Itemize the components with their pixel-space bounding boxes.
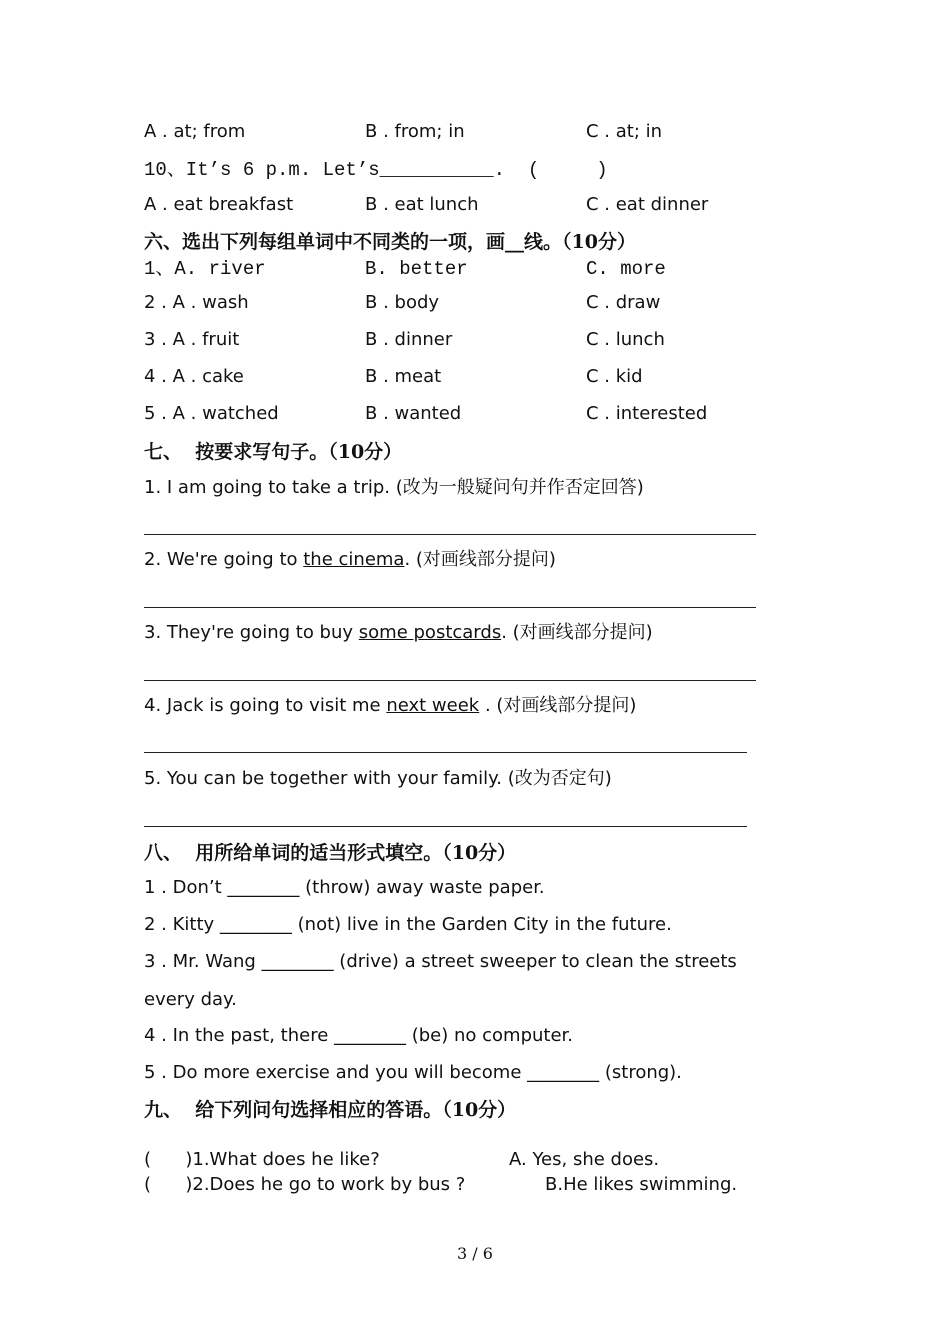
section8-item: 4 . In the past, there ________ (be) no computer. <box>144 1025 574 1046</box>
section6-option-c: C. more <box>586 258 666 280</box>
section6-heading: 六、选出下列每组单词中不同类的一项，画__线。（10分） <box>144 231 636 253</box>
section6-option-a: 1、A. river <box>144 258 266 280</box>
q10-option-c: C . eat dinner <box>586 194 709 215</box>
section6-option-b: B . body <box>365 292 440 313</box>
section9-answer: B.He likes swimming. <box>545 1174 738 1195</box>
section8-item-continued: every day. <box>144 989 237 1010</box>
section8-item: 5 . Do more exercise and you will become ________ (strong). <box>144 1062 682 1083</box>
section7-item: 2. We're going to the cinema. (对画线部分提问) <box>144 549 556 570</box>
section6-row <box>144 402 824 426</box>
section6-option-c: C . kid <box>586 366 643 387</box>
q9-options <box>144 120 824 144</box>
q10-stem: 10、It’s 6 p.m. Let’s__________. ( ) <box>144 159 608 181</box>
q10-options <box>144 193 824 217</box>
section7-item: 5. You can be together with your family. (改为否定句) <box>144 768 612 789</box>
page-number: 3 / 6 <box>457 1244 493 1263</box>
section7-item: 4. Jack is going to visit me next week . (对画线部分提问) <box>144 695 637 716</box>
q9-option-b: B . from; in <box>365 121 465 142</box>
section7-item: 3. They're going to buy some postcards. (对画线部分提问) <box>144 622 653 643</box>
section6-option-b: B . meat <box>365 366 442 387</box>
section6-row <box>144 257 824 281</box>
section7-heading: 七、 按要求写句子。（10分） <box>144 441 403 463</box>
section6-option-a: 2 . A . wash <box>144 292 249 313</box>
q9-option-a: A . at; from <box>144 121 246 142</box>
section6-row <box>144 291 824 315</box>
section8-item: 1 . Don’t ________ (throw) away waste paper. <box>144 877 545 898</box>
answer-line[interactable] <box>144 752 747 753</box>
section8-heading: 八、 用所给单词的适当形式填空。（10分） <box>144 842 517 864</box>
section6-option-a: 4 . A . cake <box>144 366 244 387</box>
section6-option-c: C . draw <box>586 292 661 313</box>
section6-row <box>144 328 824 352</box>
section9-item <box>144 1173 824 1197</box>
section6-option-b: B. better <box>365 258 468 280</box>
section9-heading: 九、 给下列问句选择相应的答语。（10分） <box>144 1099 517 1121</box>
answer-line[interactable] <box>144 534 756 535</box>
section8-item: 3 . Mr. Wang ________ (drive) a street sweeper to clean the streets <box>144 951 737 972</box>
section6-option-c: C . interested <box>586 403 708 424</box>
section6-option-b: B . dinner <box>365 329 453 350</box>
q10-option-b: B . eat lunch <box>365 194 479 215</box>
underlined-phrase: some postcards <box>358 622 502 643</box>
section7-item: 1. I am going to take a trip. (改为一般疑问句并作否定回答) <box>144 477 644 498</box>
answer-line[interactable] <box>144 826 747 827</box>
section6-option-a: 3 . A . fruit <box>144 329 240 350</box>
section9-question: ( )2.Does he go to work by bus ? <box>144 1174 466 1195</box>
section6-option-c: C . lunch <box>586 329 665 350</box>
q9-option-c: C . at; in <box>586 121 663 142</box>
underlined-phrase: next week <box>386 695 480 716</box>
q10-option-a: A . eat breakfast <box>144 194 294 215</box>
section8-item: 2 . Kitty ________ (not) live in the Garden City in the future. <box>144 914 672 935</box>
underlined-phrase: the cinema <box>303 549 405 570</box>
answer-line[interactable] <box>144 607 756 608</box>
section6-option-a: 5 . A . watched <box>144 403 279 424</box>
section9-item <box>144 1148 824 1172</box>
answer-line[interactable] <box>144 680 756 681</box>
section6-row <box>144 365 824 389</box>
section6-option-b: B . wanted <box>365 403 462 424</box>
section9-question: ( )1.What does he like? <box>144 1149 380 1170</box>
section9-answer: A. Yes, she does. <box>509 1149 660 1170</box>
